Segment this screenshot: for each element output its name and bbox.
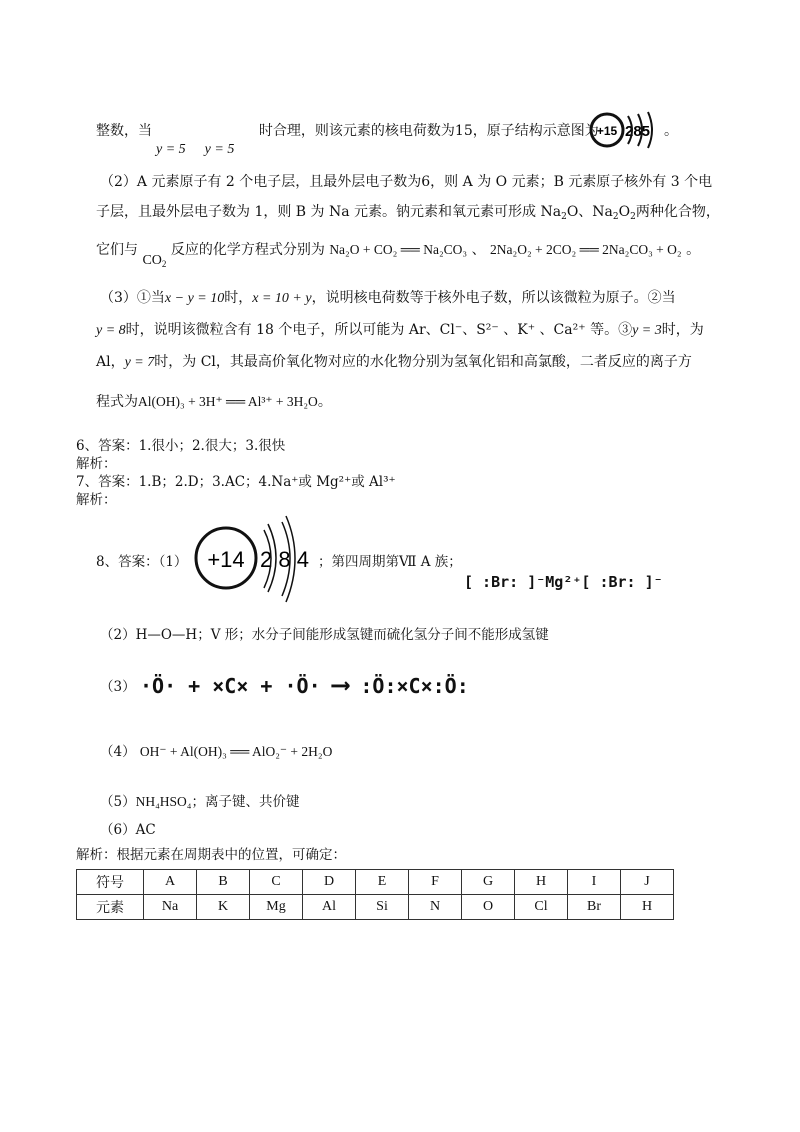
text: 时，为 Cl，其最高价氧化物对应的水化物分别为氢氧化铝和高氯酸，二者反应的离子方 <box>154 354 692 370</box>
q8-analysis: 解析：根据元素在周期表中的位置，可确定： <box>76 847 346 863</box>
table-row <box>77 895 674 920</box>
q7-analysis: 解析： <box>76 492 117 508</box>
table-cell: Br <box>568 895 621 920</box>
table-cell: I <box>568 870 621 895</box>
p3-line1 <box>100 288 676 309</box>
atom-nucleus: +14 <box>207 547 245 572</box>
reactants: ·Ö· + ×C× + ·Ö· <box>140 674 321 698</box>
q8-answer-5 <box>100 792 300 812</box>
text: 时合理，则该元素的核电荷数为15，原子结构示意图为 <box>258 123 599 139</box>
formula: NH₄HSO₄ <box>135 794 192 809</box>
text: 子层，且最外层电子数为 1，则 B 为 Na 元素。钠元素和氧元素可形成 Na <box>96 204 562 220</box>
p3-line4 <box>96 392 332 412</box>
math: x = 10 + y <box>252 291 312 306</box>
text: 它们与 <box>96 242 138 258</box>
p2-line2: 子层，且最外层电子数为 1，则 B 为 Na 元素。钠元素和氧元素可形成 $Na_2O$、$Na_2O_2$两种化合物， <box>96 204 720 222</box>
table-cell: N <box>409 895 462 920</box>
table-cell: Si <box>356 895 409 920</box>
element-table <box>76 869 674 920</box>
table-cell: K <box>197 895 250 920</box>
text: 反应的化学方程式分别为 <box>170 242 325 258</box>
p3-line3 <box>96 352 692 373</box>
phosphorus-atom-diagram <box>584 108 664 154</box>
p1-line <box>96 121 599 141</box>
table-cell: C <box>250 870 303 895</box>
text: 。 <box>317 394 332 410</box>
equation: OH⁻ + Al(OH)₃ ══ AlO₂⁻ + 2H₂O <box>139 744 333 759</box>
equation-2: 2Na₂O₂ + 2CO₂ ══ 2Na₂CO₃ + O₂ <box>490 242 682 257</box>
mgbr2-electron-formula: [ :Br: ]⁻Mg²⁺[ :Br: ]⁻ <box>464 573 663 591</box>
q8-answer-2: （2）H—O—H；V 形；水分子间能形成氢键而硫化氢分子间不能形成氢键 <box>100 627 549 643</box>
table-cell: H <box>515 870 568 895</box>
q6-analysis: 解析： <box>76 456 117 472</box>
text: O <box>618 204 631 220</box>
p1-end: 。 <box>664 123 678 139</box>
text: 程式为 <box>96 394 138 410</box>
table-cell: E <box>356 870 409 895</box>
text: 整数，当 <box>96 123 152 139</box>
q8-answer-3-label: （3） <box>100 679 136 695</box>
co2: $CO_2$ <box>142 253 167 269</box>
table-cell: G <box>462 870 515 895</box>
table-cell: O <box>462 895 515 920</box>
row-header: 符号 <box>77 870 144 895</box>
q8-label: 8、答案：（1） <box>96 554 188 570</box>
text: ，说明核电荷数等于核外电子数，所以该微粒为原子。②当 <box>311 290 676 306</box>
q8-answer-6: （6）AC <box>100 822 156 838</box>
math: y = 3 <box>632 323 662 338</box>
equation: Al(OH)₃ + 3H⁺ ══ Al³⁺ + 3H₂O <box>138 394 318 409</box>
label: （5） <box>100 794 136 810</box>
atom-shells: 285 <box>625 123 651 140</box>
table-cell: B <box>197 870 250 895</box>
text: ；离子键、共价键 <box>191 794 300 810</box>
table-cell: Al <box>303 895 356 920</box>
text: 时， <box>224 290 253 306</box>
row-header: 元素 <box>77 895 144 920</box>
q6-answer: 6、答案：1.很小；2.很大；3.很快 <box>76 438 286 454</box>
p2-line3 <box>96 240 701 269</box>
text: 、 <box>471 242 486 258</box>
equation-1: Na₂O + CO₂ ══ Na₂CO₃ <box>329 242 468 257</box>
q7-answer: 7、答案：1.B；2.D；3.AC；4.Na⁺或 Mg²⁺或 Al³⁺ <box>76 474 396 490</box>
product: :Ö:×C×:Ö: <box>360 674 469 698</box>
text: 时，为 <box>661 322 704 338</box>
condition-2: y = 5 <box>204 142 235 157</box>
label: （4） <box>100 744 136 760</box>
table-cell: Cl <box>515 895 568 920</box>
math: y = 7 <box>124 355 155 370</box>
table-row <box>77 870 674 895</box>
table-cell: F <box>409 870 462 895</box>
p3-line2 <box>96 320 704 341</box>
q8-answer-4 <box>100 742 332 762</box>
text: （3）①当 <box>100 290 165 306</box>
table-cell: A <box>144 870 197 895</box>
q8-period: ；第四周期第Ⅶ A 族； <box>318 554 462 570</box>
silicon-atom-diagram <box>194 512 316 608</box>
math: y = 8 <box>96 323 126 338</box>
text: 两种化合物， <box>635 204 720 220</box>
text: O、Na <box>566 204 613 220</box>
table-cell: H <box>621 895 674 920</box>
table-cell: J <box>621 870 674 895</box>
p2-line1: （2）A 元素原子有 2 个电子层，且最外层电子数为6，则 A 为 O 元素；B 元素原子核外有 3 个电 <box>100 174 713 190</box>
table-cell: D <box>303 870 356 895</box>
atom-shells: 2 8 4 <box>260 547 309 572</box>
co2-formation-equation <box>140 670 469 701</box>
text: 。 <box>686 242 701 258</box>
text: Al， <box>96 354 125 370</box>
table-cell: Mg <box>250 895 303 920</box>
p1-conditions <box>156 140 234 160</box>
condition-1: y = 5 <box>156 142 186 157</box>
table-cell: Na <box>144 895 197 920</box>
reaction-arrow: ⟶ <box>332 670 349 700</box>
math: x − y = 10 <box>164 291 225 306</box>
atom-nucleus: +15 <box>596 124 618 138</box>
text: 时，说明该微粒含有 18 个电子，所以可能为 Ar、Cl⁻、S²⁻ 、K⁺ 、Ca²⁺ 等。③ <box>125 322 633 338</box>
